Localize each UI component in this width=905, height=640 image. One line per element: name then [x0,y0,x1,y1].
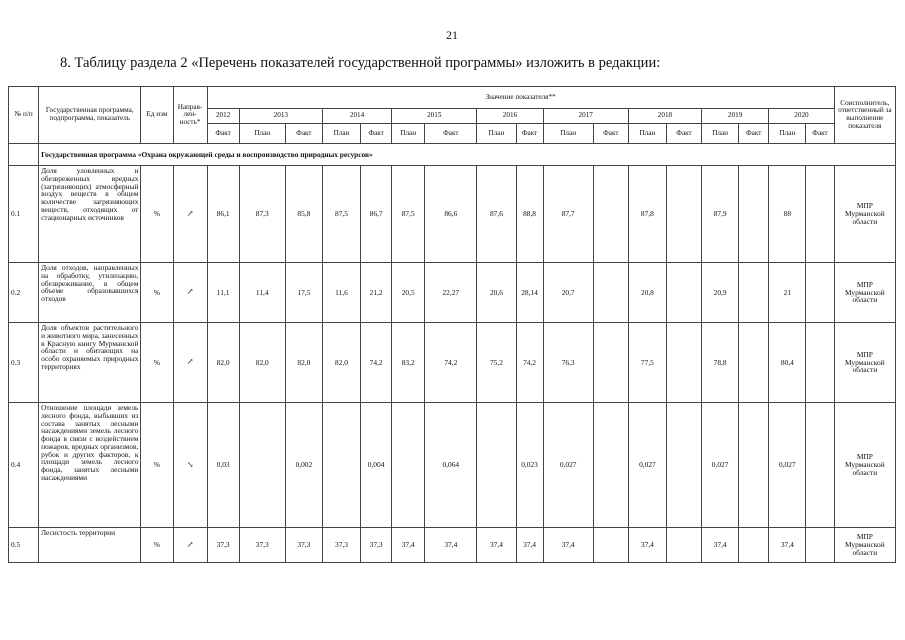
responsible-cell: МПР Мурманской области [834,528,895,563]
value-cell: 75,2 [477,323,516,403]
indicator-name: Отношение площади земель лесного фонда, выбывших из состава занятых лесными насаждениями земель лесного фонда в связи с воздействием пожаров, вредных организмов, рубок и других факторов, к площади земель лесного фонда, занятых лесными насаждениями [39,403,141,528]
value-cell: 37,3 [285,528,322,563]
table-row [9,323,896,403]
indicator-name: Лесистость территории [39,528,141,563]
table-row [9,528,896,563]
value-cell: 77,5 [628,323,666,403]
fact-header: Факт [516,124,543,144]
indicator-name: Доля объектов растительного и животного мира, занесенных в Красную книгу Мурманской области и обитающих на особо охраняемых природных территориях [39,323,141,403]
value-cell: 88,8 [516,166,543,263]
fact-header: Факт [207,124,239,144]
header-num: № п/п [9,87,39,144]
section-heading: 8. Таблицу раздела 2 «Перечень показателей государственной программы» изложить в редакции: [60,55,661,71]
unit-cell: % [141,166,173,263]
value-cell: 86,1 [207,166,239,263]
header-unit: Ед изм [141,87,173,144]
plan-header: План [628,124,666,144]
value-cell [806,323,834,403]
value-cell: 0,027 [543,403,593,528]
program-title: Государственная программа «Охрана окружающей среды и воспроизводство природных ресурсов» [39,144,896,166]
responsible-cell: МПР Мурманской области [834,263,895,323]
value-cell [322,403,360,528]
value-cell: 37,4 [543,528,593,563]
value-cell: 37,3 [239,528,285,563]
value-cell: 0,027 [702,403,739,528]
value-cell [739,403,769,528]
plan-header: План [543,124,593,144]
responsible-cell: МПР Мурманской области [834,403,895,528]
plan-header: План [702,124,739,144]
value-cell: 82,0 [207,323,239,403]
value-cell: 87,7 [543,166,593,263]
value-cell: 37,4 [425,528,477,563]
value-cell: 76,3 [543,323,593,403]
value-cell [593,403,628,528]
value-cell: 37,4 [477,528,516,563]
value-cell: 20,6 [477,263,516,323]
value-cell: 74,2 [425,323,477,403]
value-cell [739,323,769,403]
header-coexec: Соисполнитель, ответственный за выполнение показателя [834,87,895,144]
value-cell [739,528,769,563]
value-cell: 88 [769,166,806,263]
value-cell: 82,0 [322,323,360,403]
value-cell: 21 [769,263,806,323]
value-cell: 37,3 [207,528,239,563]
unit-cell: % [141,263,173,323]
value-cell [239,403,285,528]
value-cell [666,528,701,563]
unit-cell: % [141,323,173,403]
value-cell: 86,7 [361,166,392,263]
direction-icon: ↗ [173,263,207,323]
value-cell: 0,064 [425,403,477,528]
value-cell: 82,0 [239,323,285,403]
value-cell: 80,4 [769,323,806,403]
direction-icon: ↘ [173,403,207,528]
value-cell: 0,027 [628,403,666,528]
value-cell: 20,7 [543,263,593,323]
value-cell: 37,4 [516,528,543,563]
responsible-cell: МПР Мурманской области [834,166,895,263]
table-body [9,166,896,563]
value-cell: 11,4 [239,263,285,323]
fact-header: Факт [666,124,701,144]
value-cell: 83,2 [392,323,425,403]
year-header: 2013 [239,109,322,124]
year-header: 2018 [628,109,701,124]
value-cell: 11,6 [322,263,360,323]
indicators-table [8,86,896,563]
header-name: Государственная программа, подпрограмма, показатель [39,87,141,144]
page-number: 21 [446,28,458,42]
value-cell [593,323,628,403]
fact-header: Факт [285,124,322,144]
value-cell: 87,5 [392,166,425,263]
value-cell: 82,0 [285,323,322,403]
table-row [9,166,896,263]
row-number: 0.5 [9,528,39,563]
direction-icon: ↗ [173,166,207,263]
value-cell: 78,8 [702,323,739,403]
value-cell: 85,8 [285,166,322,263]
fact-header: Факт [425,124,477,144]
value-cell [593,528,628,563]
plan-header: План [392,124,425,144]
year-header: 2019 [702,109,769,124]
value-cell [392,403,425,528]
fact-header: Факт [361,124,392,144]
value-cell: 37,3 [361,528,392,563]
fact-header: Факт [739,124,769,144]
value-cell: 37,4 [628,528,666,563]
unit-cell: % [141,403,173,528]
value-cell: 0,023 [516,403,543,528]
responsible-cell: МПР Мурманской области [834,323,895,403]
value-cell [666,166,701,263]
header-direction: Направ-лен-ность* [173,87,207,144]
value-cell: 20,9 [702,263,739,323]
value-cell: 86,6 [425,166,477,263]
program-num-cell [9,144,39,166]
value-cell [739,166,769,263]
header-values: Значение показателя** [207,87,834,109]
value-cell: 87,6 [477,166,516,263]
value-cell: 0,004 [361,403,392,528]
year-header: 2015 [392,109,477,124]
value-cell [593,263,628,323]
direction-icon: ↗ [173,528,207,563]
value-cell [806,403,834,528]
value-cell: 20,5 [392,263,425,323]
value-cell: 22,27 [425,263,477,323]
value-cell: 28,14 [516,263,543,323]
value-cell [477,403,516,528]
value-cell [806,263,834,323]
value-cell: 87,5 [322,166,360,263]
unit-cell: % [141,528,173,563]
value-cell: 11,1 [207,263,239,323]
value-cell: 0,03 [207,403,239,528]
value-cell [593,166,628,263]
year-header: 2017 [543,109,628,124]
direction-icon: ↗ [173,323,207,403]
table-row [9,263,896,323]
row-number: 0.4 [9,403,39,528]
value-cell: 37,4 [392,528,425,563]
plan-header: План [477,124,516,144]
table-row [9,403,896,528]
fact-header: Факт [593,124,628,144]
year-header: 2020 [769,109,834,124]
value-cell: 17,5 [285,263,322,323]
row-number: 0.1 [9,166,39,263]
value-cell: 0,002 [285,403,322,528]
indicator-name: Доля уловленных и обезвреженных вредных (загрязняющих) атмосферный воздух веществ в общем количестве загрязняющих веществ, отходящих от стационарных источников [39,166,141,263]
value-cell: 74,2 [516,323,543,403]
fact-header: Факт [806,124,834,144]
plan-header: План [322,124,360,144]
plan-header: План [239,124,285,144]
table-header [9,87,896,144]
value-cell: 37,4 [769,528,806,563]
value-cell [666,403,701,528]
value-cell [739,263,769,323]
year-header: 2016 [477,109,543,124]
plan-header: План [769,124,806,144]
year-header: 2014 [322,109,391,124]
value-cell: 20,8 [628,263,666,323]
value-cell: 37,3 [322,528,360,563]
year-header: 2012 [207,109,239,124]
value-cell: 87,8 [628,166,666,263]
value-cell: 0,027 [769,403,806,528]
value-cell: 21,2 [361,263,392,323]
value-cell: 74,2 [361,323,392,403]
value-cell [666,263,701,323]
value-cell [806,528,834,563]
value-cell: 87,9 [702,166,739,263]
row-number: 0.3 [9,323,39,403]
value-cell: 87,3 [239,166,285,263]
value-cell [666,323,701,403]
row-number: 0.2 [9,263,39,323]
indicator-name: Доля отходов, направленных на обработку, утилизацию, обезвреживание, в общем объеме образовавшихся отходов [39,263,141,323]
value-cell: 37,4 [702,528,739,563]
value-cell [806,166,834,263]
